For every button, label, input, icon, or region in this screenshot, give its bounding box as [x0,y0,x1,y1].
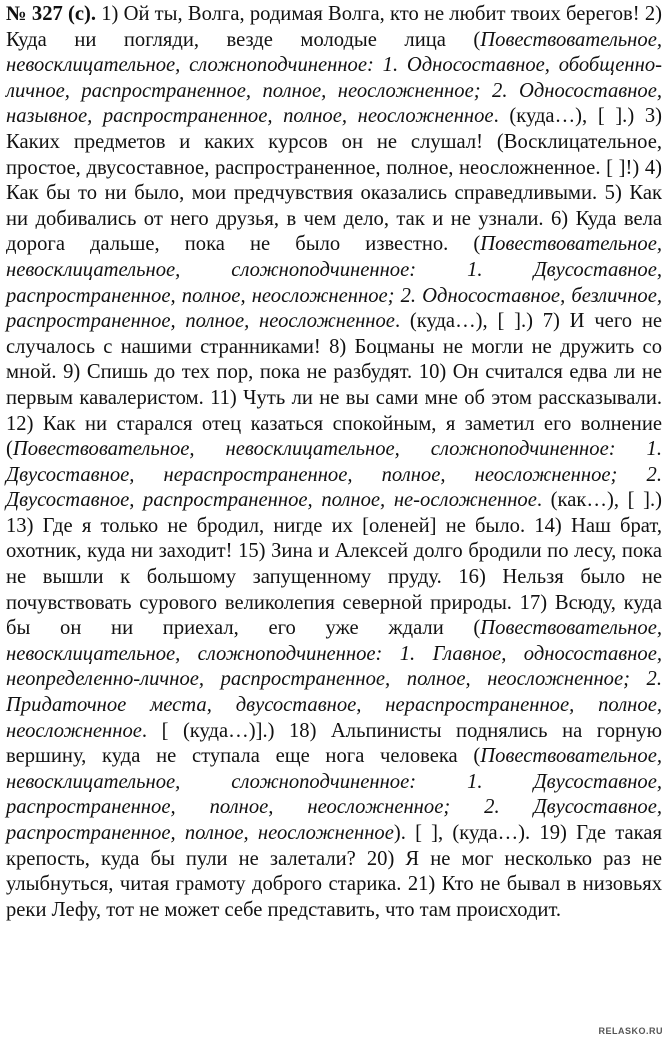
sentence-text: . (как…), [ ].) 13) Где я только не бродил, нигде их [оленей] не было. 14) Наш брат, охотник, куда ни заходит! 15) Зина и Алексей долго бродили по лесу, пока не вышли к большому запущенному пруду. 16) Нельзя было не почувствовать сурового великолепия северной природы. 17) Всюду, куда бы он ни приехал, его уже ждали ( [6,489,662,640]
sentence-analysis: Повествовательное, невосклицательное, сложноподчиненное: 1. Двусоставное, распространенное, полное, неосложненное; 2. Односоставное, безличное, распространенное, полное, неосложненное [6,233,662,333]
exercise-number: № 327 (с). [6,3,97,25]
exercise-text [6,2,662,923]
sentence-text: . [ (куда…)].) 18) Альпинисты поднялись на горную вершину, куда не ступала еще нога человека ( [6,719,662,768]
sentence-text: 1) Ой ты, Волга, родимая Волга, кто не любит твоих берегов! 2) Куда ни погляди, везде молодые лица ( [6,3,662,51]
sentence-text: . (куда…), [ ].) 7) И чего не случалось с нашими странниками! 8) Боцманы не могли не дружить со мной. 9) Спишь до тех пор, пока не разбудят. 10) Он считался едва ли не первым кавалеристом. 11) Чуть ли не вы сами мне об этом рассказывали. 12) Как ни старался отец казаться спокойным, я заметил его волнение ( [6,310,662,461]
sentence-analysis: Повествовательное, невосклицательное, сложноподчиненное: 1. Односоставное, обобщенно-личное, распространенное, полное, неосложненное; 2. Односоставное, назывное, распространенное, полное, неосложненное [6,28,662,128]
sentence-analysis: Повествовательное, невосклицательное, сложноподчиненное: 1. Двусоставное, распространенное, полное, неосложненное; 2. Двусоставное, распространенное, полное, неосложненное [6,745,662,844]
sentence-analysis: Повествовательное, невосклицательное, сложноподчиненное: 1. Двусоставное, нераспространенное, полное, неосложненное; 2. Двусоставное, распространенное, полное, не-осложненное [6,438,662,512]
exercise-body [6,3,662,921]
sentence-analysis: Повествовательное, невосклицательное, сложноподчиненное: 1. Главное, односоставное, неопределенно-личное, распространенное, полное, неосложненное; 2. Придаточное места, двусоставное, нераспространенное, полное, неосложненное [6,617,662,742]
exercise-paragraph [6,2,662,923]
watermark: RELASKO.RU [598,1026,663,1036]
sentence-text: . (куда…), [ ].) 3) Каких предметов и каких курсов он не слушал! (Восклицательное, простое, двусоставное, распространенное, полное, неосложненное. [ ]!) 4) Как бы то ни было, мои предчувствия оказались справедливыми. 5) Как ни добивались от него друзья, в чем дело, так и не узнали. 6) Куда вела дорога дальше, пока не было известно. ( [6,105,662,256]
sentence-text: ). [ ], (куда…). 19) Где такая крепость, куда бы пули не залетали? 20) Я не мог несколько раз не улыбнуться, читая грамоту доброго старика. 21) Кто не бывал в низовьях реки Лефу, тот не может себе представить, что там происходит. [6,822,662,921]
